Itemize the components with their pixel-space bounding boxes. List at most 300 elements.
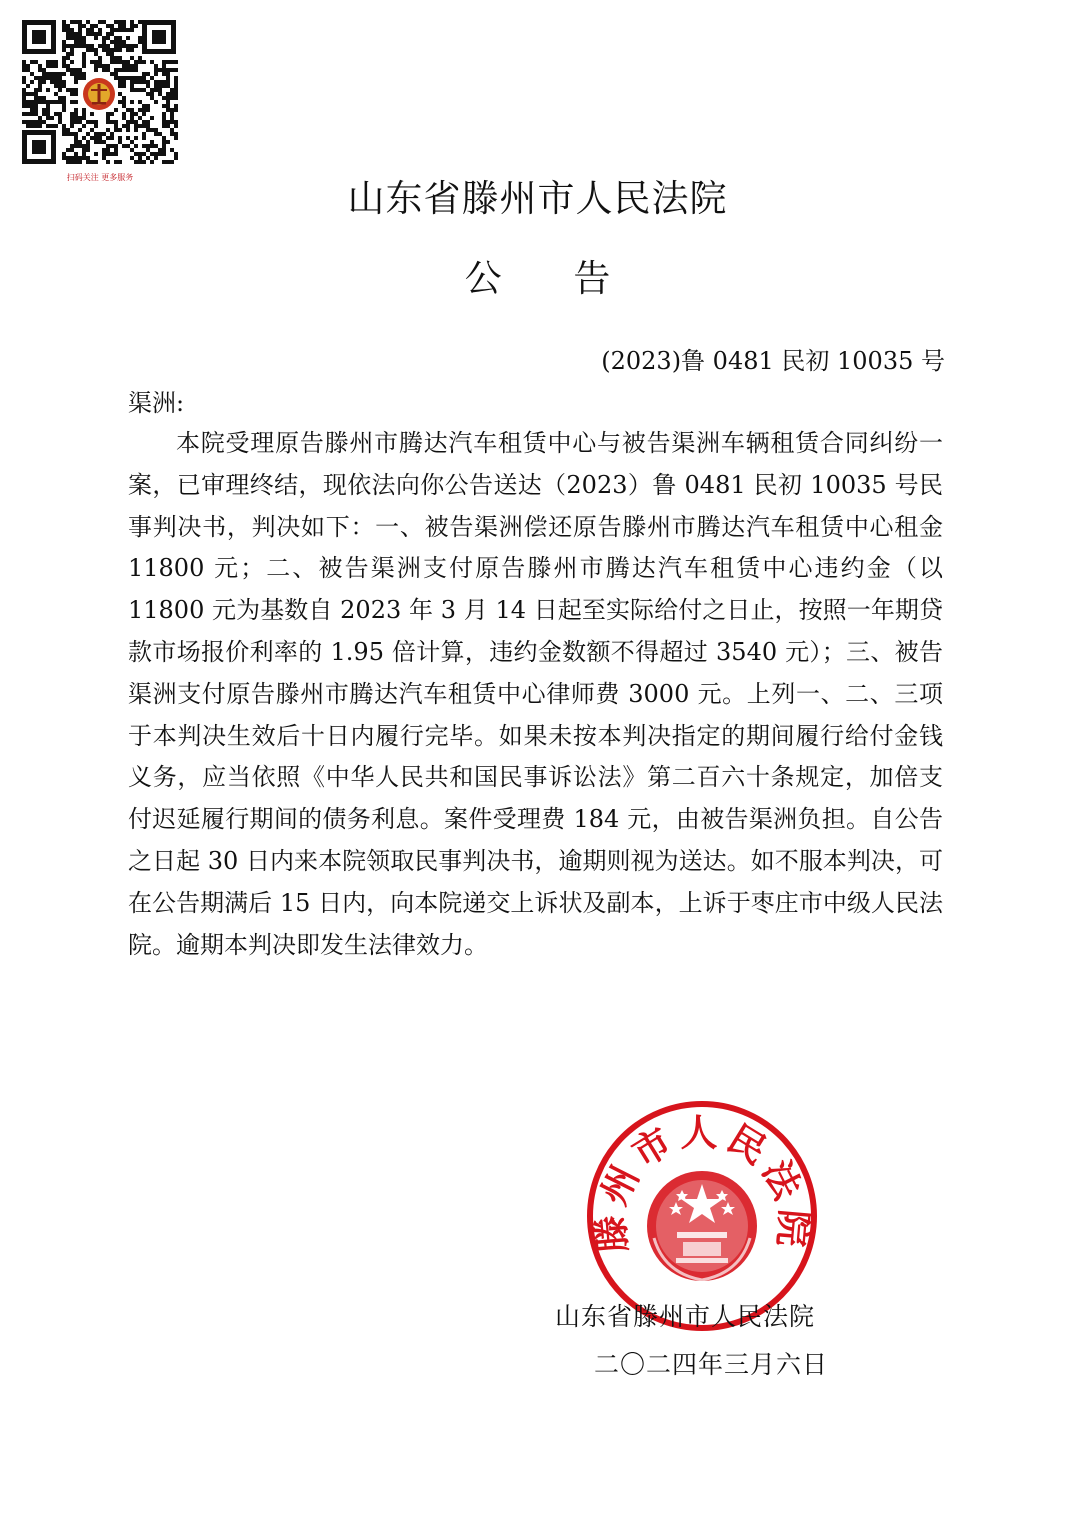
qr-module xyxy=(66,56,70,60)
qr-module xyxy=(162,96,166,100)
qr-module xyxy=(70,112,74,116)
qr-module xyxy=(154,156,158,160)
qr-module xyxy=(78,76,82,80)
qr-module xyxy=(90,128,94,132)
qr-module xyxy=(38,120,42,124)
qr-module xyxy=(82,52,86,56)
qr-module xyxy=(66,52,70,56)
qr-module xyxy=(126,44,130,48)
qr-module xyxy=(54,64,58,68)
qr-module xyxy=(38,80,42,84)
qr-module xyxy=(154,64,158,68)
qr-module xyxy=(138,20,142,24)
qr-module xyxy=(70,156,74,160)
qr-module xyxy=(158,92,162,96)
qr-module xyxy=(158,148,162,152)
qr-module xyxy=(174,120,178,124)
qr-module xyxy=(42,120,46,124)
qr-module xyxy=(50,60,54,64)
qr-module xyxy=(38,124,42,128)
qr-module xyxy=(34,96,38,100)
qr-module xyxy=(70,116,74,120)
qr-module xyxy=(158,152,162,156)
qr-module xyxy=(122,124,126,128)
national-emblem-icon xyxy=(647,1171,757,1281)
qr-module xyxy=(30,100,34,104)
qr-module xyxy=(138,36,142,40)
qr-module xyxy=(142,120,146,124)
qr-module xyxy=(82,156,86,160)
qr-module xyxy=(170,128,174,132)
court-name-heading: 山东省滕州市人民法院 xyxy=(347,177,728,220)
qr-module xyxy=(90,32,94,36)
qr-module xyxy=(74,108,78,112)
qr-module xyxy=(74,140,78,144)
qr-module xyxy=(50,100,54,104)
qr-module xyxy=(66,68,70,72)
qr-module xyxy=(102,156,106,160)
qr-module xyxy=(122,28,126,32)
qr-module xyxy=(162,60,166,64)
qr-module xyxy=(90,160,94,164)
qr-module xyxy=(122,20,126,24)
qr-module xyxy=(74,152,78,156)
qr-module xyxy=(110,40,114,44)
qr-module xyxy=(98,132,102,136)
qr-module xyxy=(46,60,50,64)
qr-module xyxy=(154,84,158,88)
qr-module xyxy=(94,32,98,36)
qr-module xyxy=(162,104,166,108)
qr-module xyxy=(134,136,138,140)
qr-module xyxy=(134,60,138,64)
qr-module xyxy=(110,112,114,116)
qr-module xyxy=(30,92,34,96)
qr-caption: 扫码关注 更多服务 xyxy=(66,173,134,182)
qr-module xyxy=(170,132,174,136)
qr-module xyxy=(126,120,130,124)
qr-module xyxy=(34,124,38,128)
qr-module xyxy=(58,88,62,92)
qr-module xyxy=(86,160,90,164)
qr-module xyxy=(90,28,94,32)
notice-body: 本院受理原告滕州市腾达汽车租赁中心与被告渠洲车辆租赁合同纠纷一案，已审理终结，现依法向你公告送达（2023）鲁 0481 民初 10035 号民事判决书，判决如下：一、被告渠洲偿还原告滕州市腾达汽车租赁中心租金 11800 元；二、被告渠洲支付原告滕州市腾达汽车租赁中心违约金（以 11800 元为基数自 2023 年 3 月 14 日起至实际给付之日止，按照一年期贷款市场报价利率的 1.95 倍计算，违约金数额不得超过 3540 元）；三、被告渠洲支付原告滕州市腾达汽车租赁中心律师费 3000 元。上列一、二、三项于本判决生效后十日内履行完毕。如果未按本判决指定的期间履行给付金钱义务，应当依照《中华人民共和国民事诉讼法》第二百六十条规定，加倍支付迟延履行期间的债务利息。案件受理费 184 元，由被告渠洲负担。自公告之日起 30 日内来本院领取民事判决书，逾期则视为送达。如不服本判决，可在公告期满后 15 日内，向本院递交上诉状及副本，上诉于枣庄市中级人民法院。逾期本判决即发生法律效力。 xyxy=(128,429,943,959)
qr-module xyxy=(150,88,154,92)
qr-module xyxy=(114,20,118,24)
qr-module xyxy=(142,132,146,136)
qr-module xyxy=(118,92,122,96)
qr-module xyxy=(82,136,86,140)
qr-module xyxy=(110,152,114,156)
qr-module xyxy=(78,156,82,160)
qr-module xyxy=(122,96,126,100)
qr-module xyxy=(114,40,118,44)
qr-module xyxy=(26,100,30,104)
qr-module xyxy=(50,116,54,120)
qr-module xyxy=(118,160,122,164)
qr-module xyxy=(106,44,110,48)
qr-module xyxy=(170,112,174,116)
qr-module xyxy=(62,64,66,68)
qr-module xyxy=(118,60,122,64)
qr-module xyxy=(102,20,106,24)
qr-module xyxy=(22,64,26,68)
qr-module xyxy=(122,100,126,104)
qr-module xyxy=(134,152,138,156)
qr-module xyxy=(74,72,78,76)
qr-module xyxy=(74,144,78,148)
qr-module xyxy=(150,76,154,80)
qr-module xyxy=(94,136,98,140)
qr-module xyxy=(90,24,94,28)
qr-module xyxy=(98,140,102,144)
qr-module xyxy=(62,84,66,88)
qr-module xyxy=(38,88,42,92)
qr-module xyxy=(42,108,46,112)
qr-module xyxy=(90,120,94,124)
qr-module xyxy=(158,84,162,88)
qr-module xyxy=(170,120,174,124)
qr-module xyxy=(130,120,134,124)
qr-module xyxy=(138,56,142,60)
qr-module xyxy=(146,92,150,96)
qr-module xyxy=(62,72,66,76)
qr-module xyxy=(170,116,174,120)
qr-module xyxy=(150,128,154,132)
qr-module xyxy=(38,116,42,120)
qr-module xyxy=(22,120,26,124)
qr-module xyxy=(54,92,58,96)
qr-module xyxy=(150,60,154,64)
qr-module xyxy=(126,136,130,140)
qr-module xyxy=(114,120,118,124)
qr-module xyxy=(118,136,122,140)
qr-module xyxy=(90,44,94,48)
qr-module xyxy=(78,28,82,32)
qr-module xyxy=(114,124,118,128)
qr-module xyxy=(70,144,74,148)
qr-module xyxy=(82,76,86,80)
qr-module xyxy=(114,144,118,148)
qr-module xyxy=(166,100,170,104)
qr-module xyxy=(74,156,78,160)
qr-module xyxy=(38,84,42,88)
qr-module xyxy=(90,112,94,116)
qr-module xyxy=(166,140,170,144)
qr-module xyxy=(106,68,110,72)
qr-module xyxy=(106,136,110,140)
qr-module xyxy=(130,148,134,152)
qr-module xyxy=(138,116,142,120)
qr-module xyxy=(130,28,134,32)
qr-module xyxy=(82,60,86,64)
qr-module xyxy=(70,160,74,164)
qr-module xyxy=(78,72,82,76)
qr-module xyxy=(74,32,78,36)
qr-module xyxy=(162,68,166,72)
qr-module xyxy=(82,112,86,116)
qr-module xyxy=(146,104,150,108)
qr-module xyxy=(34,112,38,116)
qr-module xyxy=(146,108,150,112)
qr-module xyxy=(50,76,54,80)
qr-module xyxy=(110,28,114,32)
qr-module xyxy=(94,152,98,156)
qr-module xyxy=(106,128,110,132)
qr-module xyxy=(150,92,154,96)
qr-module xyxy=(70,100,74,104)
qr-module xyxy=(118,80,122,84)
qr-module xyxy=(126,48,130,52)
qr-module xyxy=(154,132,158,136)
qr-module xyxy=(170,160,174,164)
qr-module xyxy=(38,96,42,100)
qr-module xyxy=(62,24,66,28)
qr-module xyxy=(66,24,70,28)
qr-module xyxy=(74,88,78,92)
qr-module xyxy=(46,108,50,112)
qr-module xyxy=(82,72,86,76)
qr-module xyxy=(54,100,58,104)
qr-module xyxy=(70,72,74,76)
qr-module xyxy=(38,64,42,68)
qr-module xyxy=(122,76,126,80)
qr-module xyxy=(50,124,54,128)
qr-module xyxy=(74,136,78,140)
qr-module xyxy=(66,160,70,164)
qr-module xyxy=(126,76,130,80)
qr-module xyxy=(70,60,74,64)
qr-module xyxy=(102,68,106,72)
qr-module xyxy=(138,152,142,156)
qr-module xyxy=(150,152,154,156)
qr-module xyxy=(130,108,134,112)
qr-module xyxy=(70,124,74,128)
qr-module xyxy=(70,48,74,52)
qr-module xyxy=(26,120,30,124)
qr-module xyxy=(154,72,158,76)
qr-module xyxy=(166,76,170,80)
qr-module xyxy=(86,20,90,24)
qr-module xyxy=(106,148,110,152)
qr-module xyxy=(130,80,134,84)
qr-module xyxy=(58,84,62,88)
qr-module xyxy=(106,32,110,36)
qr-module xyxy=(30,80,34,84)
qr-module xyxy=(70,20,74,24)
qr-module xyxy=(78,128,82,132)
qr-module xyxy=(138,80,142,84)
qr-module xyxy=(86,48,90,52)
qr-module xyxy=(122,84,126,88)
qr-module xyxy=(174,152,178,156)
qr-module xyxy=(50,80,54,84)
qr-module xyxy=(166,104,170,108)
qr-module xyxy=(138,76,142,80)
qr-module xyxy=(42,76,46,80)
qr-module xyxy=(126,68,130,72)
qr-module xyxy=(130,24,134,28)
addressee: 渠洲: xyxy=(128,389,185,417)
qr-module xyxy=(78,20,82,24)
qr-module xyxy=(118,84,122,88)
qr-module xyxy=(46,104,50,108)
qr-module xyxy=(30,108,34,112)
qr-module xyxy=(74,20,78,24)
qr-module xyxy=(142,88,146,92)
qr-module xyxy=(46,64,50,68)
qr-module xyxy=(106,24,110,28)
qr-module xyxy=(82,64,86,68)
qr-module xyxy=(146,84,150,88)
qr-module xyxy=(78,160,82,164)
qr-module xyxy=(130,20,134,24)
qr-module xyxy=(62,104,66,108)
qr-module xyxy=(66,156,70,160)
qr-module xyxy=(142,160,146,164)
qr-module xyxy=(62,128,66,132)
qr-module xyxy=(134,80,138,84)
qr-module xyxy=(62,80,66,84)
qr-module xyxy=(26,104,30,108)
qr-module xyxy=(162,84,166,88)
qr-module xyxy=(174,156,178,160)
qr-module xyxy=(26,64,30,68)
qr-module xyxy=(118,76,122,80)
qr-module xyxy=(162,144,166,148)
qr-module xyxy=(110,120,114,124)
qr-module xyxy=(46,100,50,104)
qr-module xyxy=(70,132,74,136)
qr-module xyxy=(98,60,102,64)
qr-module xyxy=(174,136,178,140)
qr-module xyxy=(130,112,134,116)
qr-module xyxy=(30,104,34,108)
qr-module xyxy=(170,148,174,152)
qr-module xyxy=(46,76,50,80)
qr-module xyxy=(102,140,106,144)
qr-module xyxy=(106,144,110,148)
qr-module xyxy=(90,48,94,52)
qr-module xyxy=(42,72,46,76)
qr-module xyxy=(86,140,90,144)
qr-module xyxy=(70,68,74,72)
qr-module xyxy=(62,60,66,64)
qr-module xyxy=(158,132,162,136)
qr-module xyxy=(70,32,74,36)
qr-module xyxy=(166,108,170,112)
qr-module xyxy=(114,152,118,156)
qr-module xyxy=(98,32,102,36)
qr-module xyxy=(82,144,86,148)
qr-module xyxy=(162,80,166,84)
qr-module xyxy=(122,60,126,64)
qr-module xyxy=(74,44,78,48)
qr-module xyxy=(142,80,146,84)
qr-module xyxy=(66,132,70,136)
court-emblem-icon xyxy=(80,75,118,113)
qr-module xyxy=(166,124,170,128)
qr-module xyxy=(34,104,38,108)
qr-module xyxy=(146,156,150,160)
qr-module xyxy=(122,104,126,108)
qr-module xyxy=(106,36,110,40)
qr-module xyxy=(162,124,166,128)
qr-module xyxy=(118,68,122,72)
qr-module xyxy=(34,100,38,104)
qr-module xyxy=(46,124,50,128)
qr-module xyxy=(26,84,30,88)
qr-module xyxy=(122,80,126,84)
qr-module xyxy=(166,72,170,76)
qr-module xyxy=(166,60,170,64)
qr-module xyxy=(110,24,114,28)
qr-module xyxy=(94,68,98,72)
qr-module xyxy=(150,96,154,100)
qr-module xyxy=(110,48,114,52)
qr-module xyxy=(114,44,118,48)
qr-module xyxy=(82,148,86,152)
qr-module xyxy=(154,100,158,104)
qr-module xyxy=(86,44,90,48)
qr-module xyxy=(62,152,66,156)
qr-module xyxy=(142,124,146,128)
qr-module xyxy=(22,100,26,104)
qr-module xyxy=(126,124,130,128)
qr-module xyxy=(146,148,150,152)
qr-module xyxy=(142,104,146,108)
qr-module xyxy=(90,60,94,64)
notice-title xyxy=(0,248,1075,302)
qr-module xyxy=(118,40,122,44)
qr-module xyxy=(86,156,90,160)
qr-module xyxy=(94,64,98,68)
qr-module xyxy=(30,60,34,64)
qr-module xyxy=(70,92,74,96)
qr-module xyxy=(74,120,78,124)
qr-module xyxy=(154,88,158,92)
signature-date: 二〇二四年三月六日 xyxy=(594,1350,829,1379)
qr-module xyxy=(118,20,122,24)
qr-code-image xyxy=(20,18,178,166)
qr-module xyxy=(174,88,178,92)
qr-module xyxy=(162,148,166,152)
qr-module xyxy=(94,160,98,164)
qr-module xyxy=(162,116,166,120)
qr-module xyxy=(110,32,114,36)
qr-module xyxy=(102,40,106,44)
qr-module xyxy=(70,36,74,40)
qr-module xyxy=(114,68,118,72)
qr-module xyxy=(82,44,86,48)
qr-module xyxy=(50,72,54,76)
qr-module xyxy=(62,44,66,48)
qr-module xyxy=(154,128,158,132)
qr-module xyxy=(174,76,178,80)
qr-module xyxy=(86,148,90,152)
qr-module xyxy=(130,88,134,92)
qr-module xyxy=(106,52,110,56)
qr-module xyxy=(122,144,126,148)
qr-module xyxy=(22,60,26,64)
qr-module xyxy=(74,100,78,104)
qr-module xyxy=(110,56,114,60)
qr-module xyxy=(174,104,178,108)
qr-module xyxy=(78,144,82,148)
qr-module xyxy=(102,48,106,52)
qr-module xyxy=(54,72,58,76)
qr-module xyxy=(142,108,146,112)
